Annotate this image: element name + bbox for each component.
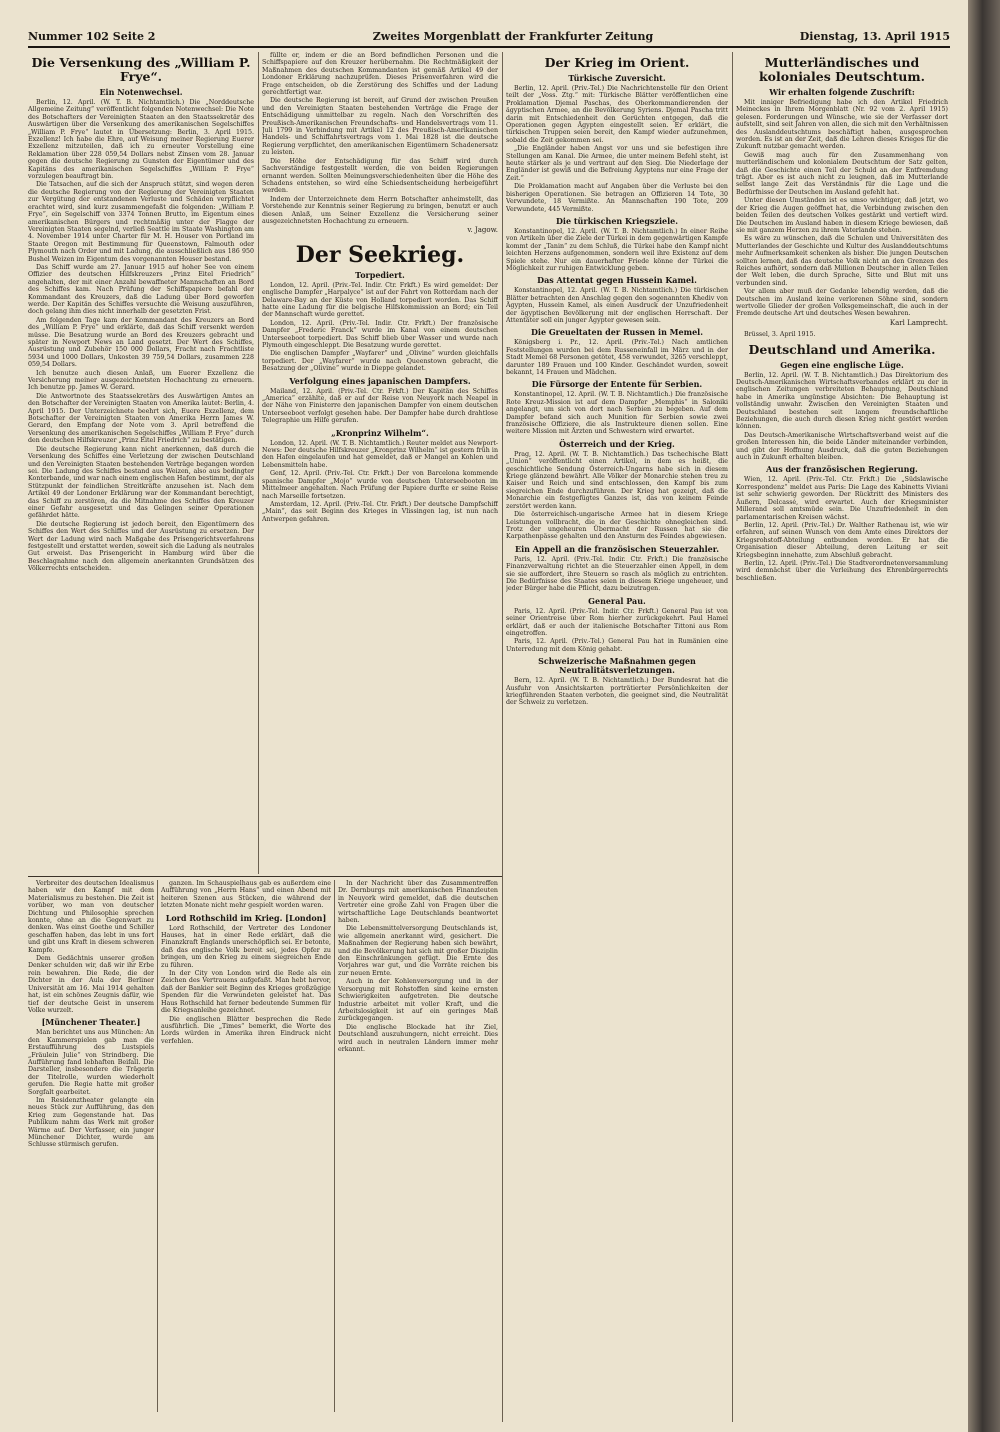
masthead-page-number: Nummer 102 Seite 2 [28, 30, 156, 43]
dateline: Brüssel, 3. April 1915. [744, 331, 816, 339]
paragraph: Mit inniger Befriedigung habe ich den Artikel Friedrich Meineckes in Ihrem Morgenblatt (Nr. 92 vom 2. April 1915) gelesen. Forderungen und Wünsche, wie sie der Verfasser dort aufstellt, sind seit Jahren von allen, die sich mit den Verhältnissen des Auslanddeutschtums beschäftigt haben, ausgesprochen worden. Es ist an der Zeit, daß die Lehren dieses Krieges für die Zukunft nutzbar gemacht werden. [736, 99, 948, 151]
paragraph: Vor allem aber muß der Gedanke lebendig werden, daß die Deutschen im Ausland keine verlorenen Söhne sind, sondern wertvolle Glieder der großen Volksgemeinschaft, die auch in der Fremde deutsche Art und deutsches Wesen bewahren. [736, 288, 948, 318]
paragraph: Prag, 12. April. (W. T. B. Nichtamtlich.) Das tschechische Blatt „Union“ veröffentlicht einen Artikel, in dem es heißt, die geschichtliche Sendung Österreich-Ungarns habe sich in diesem Kriege glänzend bewährt. Alle Völker der Monarchie stehen treu zu Kaiser und Reich und sind entschlossen, den Kampf bis zum siegreichen Ende durchzuführen. Der Krieg hat gezeigt, daß die Monarchie ein festgefügtes Ganzes ist, das von keinem Feinde zerstört werden kann. [506, 450, 728, 510]
paragraph: Die Antwortnote des Staatssekretärs des Auswärtigen Amtes an den Botschafter der Vereinigten Staaten von Amerika lautet: Berlin, 4. April 1915. Der Unterzeichnete beehrt sich, Euere Exzellenz, dem Botschafter der Vereinigten Staaten von Amerika Herrn James W. Gerard, den Empfang der Note vom 3. April betreffend die Versenkung des amerikanischen Segelschiffes „William P. Frye“ durch den deutschen Hilfskreuzer „Prinz Eitel Friedrich“ zu bestätigen. [28, 392, 254, 445]
article-headline-orient: Der Krieg im Orient. [544, 55, 690, 70]
paragraph: London, 12. April. (W. T. B. Nichtamtlich.) Reuter meldet aus Newport-News: Der deutsche Hilfskreuzer „Kronprinz Wilhelm“ ist gestern früh in den Hafen eingelaufen und hat gemeldet, daß er Mangel an Kohlen und Lebensmitteln habe. [262, 439, 498, 469]
paragraph: In der City von London wird die Rede als ein Zeichen des Vertrauens aufgefaßt. Man hebt hervor, daß der Bankier seit Beginn des Krieges großzügige Spenden für die Verwundeten geleistet hat. Das Haus Rothschild hat ferner bedeutende Summen für die Kriegsanleihe gezeichnet. [161, 970, 331, 1015]
paragraph: Die deutsche Regierung ist bereit, auf Grund der zwischen Preußen und den Vereinigten Staaten bestehenden Verträge die Frage der Entschädigung unmittelbar zu regeln. Nach den Vorschriften des Preußisch-Amerikanischen Freundschafts- und Handelsvertrags vom 11. Juli 1799 in Verbindung mit Artikel 12 des Preußisch-Amerikanischen Handels- und Schiffahrtsvertrags vom 1. Mai 1828 ist die deutsche Regierung verpflichtet, den amerikanischen Eigentümern Schadenersatz zu leisten. [262, 97, 498, 157]
paragraph: Konstantinopel, 12. April. (W. T. B. Nichtamtlich.) In einer Reihe von Artikeln über die Ziele der Türkei in dem gegenwärtigen Kampfe kommt der „Tanin“ zu dem Schluß, die Türkei habe den Kampf nicht leichten Herzens aufgenommen, sondern weil ihre Existenz auf dem Spiele stehe. Nur ein dauerhafter Friede könne der Türkei die Möglichkeit zur ruhigen Entwicklung geben. [506, 227, 728, 272]
column-rule [334, 880, 335, 1412]
column-rule [157, 880, 158, 1412]
paragraph: Ich benutze auch diesen Anlaß, um Euerer Exzellenz die Versicherung meiner ausgezeichnetsten Hochachtung zu erneuern. Ich benutze pp. James W. Gerard. [28, 369, 254, 392]
paragraph: Konstantinopel, 12. April. (W. T. B. Nichtamtlich.) Die französische Rote Kreuz-Mission ist auf dem Dampfer „Memphis“ in Saloniki angelangt, um sich von dort nach Serbien zu begeben. Auf dem Dampfer befand sich auch Munition für Serbien sowie zwei französische Offiziere, die als Instrukteure dienen sollen. Eine weitere Mission mit Ärzten und Schwestern wird erwartet. [506, 391, 728, 436]
column-rule [732, 52, 733, 1422]
feuilleton-column-3 [338, 880, 498, 1412]
paragraph: Dem Gedächtnis unserer großen Denker schulden wir, daß wir ihr Erbe rein bewahren. Die Rede, die der Dichter in der Aula der Berliner Universität am 16. Mai 1914 gehalten hat, ist ein schönes Zeugnis dafür, wie tief der deutsche Geist in unserem Volke wurzelt. [28, 955, 154, 1014]
paragraph: Wien, 12. April. (Priv.-Tel. Ctr. Frkft.) Die „Südslawische Korrespondenz“ meldet aus Paris: Die Lage des Kabinetts Viviani ist sehr schwierig geworden. Der Rücktritt des Ministers des Äußern, Delcassé, wird erwartet. Auch der Kriegsminister Millerand soll amtsmüde sein. Die Unzufriedenheit in den parlamentarischen Kreisen wächst. [736, 476, 948, 521]
signature-jagow: v. Jagow. [467, 226, 498, 235]
paragraph: Lord Rothschild, der Vertreter des Londoner Hauses, hat in einer Rede erklärt, daß die Finanzkraft Englands unerschöpflich sei. Er betonte, daß das englische Volk bereit sei, jedes Opfer zu bringen, um den Krieg zu einem siegreichen Ende zu führen. [161, 924, 331, 969]
feuilleton-rule [28, 876, 502, 877]
paragraph: Berlin, 12. April. (Priv.-Tel.) Dr. Walther Rathenau ist, wie wir erfahren, auf seinen Wunsch von dem Amte eines Direktors der Kriegsrohstoff-Abteilung entbunden worden. Er hat die Organisation dieser Abteilung, deren Leitung er seit Kriegsbeginn innehatte, zum Abschluß gebracht. [736, 521, 948, 559]
masthead [28, 30, 950, 48]
column-rule [502, 52, 503, 1422]
paragraph: Berlin, 12. April. (Priv.-Tel.) Die Stadtverordnetenversammlung wird demnächst über die Verleihung des Ehrenbürgerrechts beschließen. [736, 559, 948, 582]
subhead-serbien: Die Fürsorge der Entente für Serbien. [531, 379, 703, 390]
paragraph: Verbreiter des deutschen Idealismus haben wir den Kampf mit dem Materialismus zu bestehen. Die Zeit ist vorüber, wo man von deutscher Dichtung und Philosophie sprechen konnte, ohne an die Gegenwart zu denken. Was einst Goethe und Schiller geschaffen haben, das lebt in uns fort und gibt uns Kraft in diesem schweren Kampfe. [28, 880, 154, 954]
paragraph: Im Residenztheater gelangte ein neues Stück zur Aufführung, das den Krieg zum Gegenstande hat. Das Publikum nahm das Werk mit großer Wärme auf. Der Verfasser, ein junger Münchener Dichter, wurde am Schlusse stürmisch gerufen. [28, 1096, 154, 1149]
article-subhead-notenwechsel: Ein Notenwechsel. [99, 87, 183, 97]
paragraph: London, 12. April. (Priv.-Tel. Indir. Ctr. Frkft.) Der französische Dampfer „Frederic Franck“ wurde im Kanal von einem deutschen Unterseeboot torpediert. Das Schiff blieb über Wasser und wurde nach Plymouth eingeschleppt. Die Besatzung wurde gerettet. [262, 319, 498, 349]
feuilleton-column-2 [161, 880, 331, 1412]
paragraph: füllte er, indem er die an Bord befindlichen Personen und die Schiffspapiere auf den Kreuzer herübernahm. Die Rechtmäßigkeit der Maßnahmen des deutschen Kommandanten ist gemäß Artikel 49 der Londoner Erklärung nachzuprüfen. Dieses Prisenverfahren wird die Frage entscheiden, ob die Zerstörung des Schiffes und der Ladung gerechtfertigt war. [262, 52, 498, 97]
paragraph: Die österreichisch-ungarische Armee hat in diesem Kriege Leistungen vollbracht, die in der Geschichte ohnegleichen sind. Trotz der ungeheuren Übermacht der Russen hat sie die Karpathenpässe gehalten und den Ansturm des Feindes abgewiesen. [506, 511, 728, 541]
paragraph: Bern, 12. April. (W. T. B. Nichtamtlich.) Der Bundesrat hat die Ausfuhr von Ansichtskarten porträtierter Persönlichkeiten der kriegführenden Staaten verboten, die geeignet sind, die Neutralität der Schweiz zu verletzen. [506, 677, 728, 707]
book-spine [968, 0, 1000, 1432]
article-headline-frye: Die Versenkung des „William P. Frye“. [31, 55, 251, 84]
paragraph: Die deutsche Regierung kann nicht anerkennen, daß durch die Versenkung des Schiffes eine Verletzung der zwischen Deutschland und den Vereinigten Staaten bestehenden Verträge begangen worden sei. Die Ladung des Schiffes bestand aus Weizen, also aus bedingter Konterbande, und war nach einem englischen Hafen bestimmt, der als Stützpunkt der feindlichen Streitkräfte anzusehen ist. Nach dem Artikel 49 der Londoner Erklärung war der Kommandant berechtigt, das Schiff zu zerstören, da die Mitnahme des Schiffes den Kreuzer einer Gefahr ausgesetzt und das Gelingen seiner Operationen gefährdet hätte. [28, 445, 254, 520]
subhead-steuerzahler: Ein Appell an die französischen Steuerzahler. [515, 543, 719, 554]
subhead-kriegsziele: Die türkischen Kriegsziele. [555, 215, 679, 226]
paragraph: Paris, 12. April. (Priv.-Tel. Indir. Ctr. Frkft.) Die französische Finanzverwaltung richtet an die Steuerzahler einen Appell, in dem sie sie auffordert, ihre Steuern so rasch als möglich zu entrichten. Die Bedürfnisse des Staates seien in diesem Kriege ungeheuer, und jeder Bürger habe die Pflicht, dazu beizutragen. [506, 555, 728, 593]
article-headline-amerika: Deutschland und Amerika. [748, 341, 936, 357]
article-headline-deutschtum: Mutterländisches und koloniales Deutschtum. [759, 55, 925, 84]
paragraph: Die Proklamation macht auf Angaben über die Verluste bei den bisherigen Operationen. Sie betragen an Offizieren 14 Tote, 30 Verwundete, 18 Vermißte. An Mannschaften 190 Tote, 209 Verwundete, 445 Vermißte. [506, 183, 728, 213]
paragraph: Berlin, 12. April. (Priv.-Tel.) Die Nachrichtenstelle für den Orient teilt der „Voss. Ztg.“ mit: Türkische Blätter veröffentlichen eine Proklamation Djemal Paschas, des Oberkommandierenden der ägyptischen Armee, an die Bevölkerung Syriens. Djemal Pascha tritt darin mit Entschiedenheit den Gerüchten entgegen, daß die Operationen gegen Ägypten eingestellt seien. Er erklärt, die türkischen Truppen seien bereit, den Kampf wieder aufzunehmen, sobald die Zeit gekommen sei. [506, 85, 728, 144]
paragraph: Konstantinopel, 12. April. (W. T. B. Nichtamtlich.) Die türkischen Blätter betrachten den Anschlag gegen den sogenannten Khediv von Ägypten, Hussein Kamel, als einen Ausdruck der Unzufriedenheit der ägyptischen Bevölkerung mit der englischen Herrschaft. Der Attentäter soll ein junger Ägypter gewesen sein. [506, 287, 728, 324]
column-1 [28, 52, 254, 874]
subhead-englische-luege: Gegen eine englische Lüge. [780, 359, 904, 370]
paragraph: Das Deutsch-Amerikanische Wirtschaftsverband weist auf die großen Interessen hin, die beide Länder miteinander verbinden, und gibt der Hoffnung Ausdruck, daß die guten Beziehungen auch in Zukunft erhalten bleiben. [736, 431, 948, 462]
feuilleton-column-1 [28, 880, 154, 1412]
subhead-kronprinz-wilhelm: „Kronprinz Wilhelm“. [331, 427, 429, 438]
subhead-general-pau: General Pau. [588, 595, 646, 606]
masthead-title: Zweites Morgenblatt der Frankfurter Zeitung [372, 30, 654, 43]
paragraph: Indem der Unterzeichnete dem Herrn Botschafter anheimstellt, das Vorstehende zur Kenntnis seiner Regierung zu bringen, benutzt er auch diesen Anlaß, um Seiner Exzellenz die Versicherung seiner ausgezeichnetsten Hochachtung zu erneuern. [262, 195, 498, 225]
paragraph: Die englische Blockade hat ihr Ziel, Deutschland auszuhungern, nicht erreicht. Dies wird auch in neutralen Ländern immer mehr erkannt. [338, 1023, 498, 1053]
paragraph: Die englischen Dampfer „Wayfarer“ und „Olivine“ wurden gleichfalls torpediert. Der „Wayfarer“ wurde nach Queenstown gebracht, die Besatzung der „Olivine“ wurde in Dieppe gelandet. [262, 350, 498, 373]
paragraph: Man berichtet uns aus München: An den Kammerspielen gab man die Erstaufführung des Lustspiels „Fräulein Julie“ von Strindberg. Die Aufführung fand lebhaften Beifall. Die Darsteller, insbesondere die Trägerin der Titelrolle, wurden wiederholt gerufen. Die Regie hatte mit großer Sorgfalt gearbeitet. [28, 1029, 154, 1096]
signature-lamprecht: Karl Lamprecht. [889, 318, 948, 327]
paragraph: Genf, 12. April. (Priv.-Tel. Ctr. Frkft.) Der von Barcelona kommende spanische Dampfer „Mojo“ wurde von deutschen Unterseebooten im Mittelmeer angehalten. Nach Prüfung der Papiere durfte er seine Reise nach Marseille fortsetzen. [262, 470, 498, 500]
paragraph: Amsterdam, 12. April. (Priv.-Tel. Ctr. Frkft.) Der deutsche Dampfschiff „Main“, das seit Beginn des Krieges in Vlissingen lag, ist nun nach Antwerpen gefahren. [262, 500, 498, 523]
paragraph: Es wäre zu wünschen, daß die Schulen und Universitäten des Mutterlandes der Geschichte und Kultur des Auslanddeutschtums mehr Aufmerksamkeit schenken als bisher. Die jungen Deutschen sollten lernen, daß das deutsche Volk nicht an den Grenzen des Reiches aufhört, sondern daß Millionen Deutscher in allen Teilen der Welt leben, die durch Sprache, Sitte und Blut mit uns verbunden sind. [736, 235, 948, 287]
column-3 [506, 52, 728, 1422]
paragraph: Die englischen Blätter besprechen die Rede ausführlich. Die „Times“ bemerkt, die Worte des Lords würden in Amerika ihren Eindruck nicht verfehlen. [161, 1015, 331, 1045]
column-2 [262, 52, 498, 874]
subhead-memel: Die Greueltaten der Russen in Memel. [530, 327, 703, 338]
paragraph: Mailand, 12. April. (Priv.-Tel. Ctr. Frkft.) Der Kapitän des Schiffes „America“ erzählte, daß er auf der Reise von Neuyork nach Neapel in der Nähe von Finisterre den japanischen Dampfer von einem deutschen Unterseeboot verfolgt gesehen habe. Der Dampfer habe durch drahtlose Telegraphie um Hilfe gerufen. [262, 387, 498, 425]
subhead-rothschild: Lord Rothschild im Krieg. [London] [165, 912, 327, 923]
subhead-schweiz: Schweizerische Maßnahmen gegen Neutralitätsverletzungen. [538, 656, 696, 676]
subhead-franz-regierung: Aus der französischen Regierung. [766, 464, 918, 475]
subhead-oesterreich: Österreich und der Krieg. [559, 438, 675, 449]
paragraph: Die Lebensmittelversorgung Deutschlands ist, wie allgemein anerkannt wird, gesichert. Die Maßnahmen der Regierung haben sich bewährt, und die Bevölkerung hat sich mit großer Disziplin den Einschränkungen gefügt. Die Ernte des Vorjahres war gut, und die Vorräte reichen bis zur neuen Ernte. [338, 925, 498, 977]
paragraph: Die Höhe der Entschädigung für das Schiff wird durch Sachverständige festgestellt werden, die von beiden Regierungen ernannt werden. Sollten Meinungsverschiedenheiten über die Höhe des Schadens entstehen, so wird eine Schiedsentscheidung herbeigeführt werden. [262, 157, 498, 195]
paragraph: Paris, 12. April. (Priv.-Tel. Indir. Ctr. Frkft.) General Pau ist von seiner Orientreise über Rom hierher zurückgekehrt. Paul Hamel erklärt, daß er auch der italienische Botschafter Tittoni aus Rom eingetroffen. [506, 607, 728, 637]
masthead-date: Dienstag, 13. April 1915 [799, 30, 950, 43]
subhead-japanischer-dampfer: Verfolgung eines japanischen Dampfers. [289, 375, 471, 386]
subhead-tuerkische-zuversicht: Türkische Zuversicht. [568, 73, 666, 83]
paragraph: Berlin, 12. April. (W. T. B. Nichtamtlich.) Das Direktorium des Deutsch-Amerikanischen Wirtschaftsverbandes erklärt zu der in englischen Zeitungen verbreiteten Behauptung, Deutschland habe in Amerika ungünstige Absichten: Die Behauptung ist vollständig unwahr. Zwischen den Vereinigten Staaten und Deutschland bestehen seit langem freundschaftliche Beziehungen, die auch durch diesen Krieg nicht gestört werden können. [736, 371, 948, 431]
paragraph: Am folgenden Tage kam der Kommandant des Kreuzers an Bord des „William P. Frye“ und erklärte, daß das Schiff versenkt werden müsse. Die Besatzung wurde an Bord des Kreuzers gebracht und später in Newport News an Land gesetzt. Der Wert des Schiffes, Ausrüstung und Zubehör 150 000 Dollars, Fracht nach Frachtliste 5934 und 1000 Dollars, Unkosten 39 759,54 Dollars, zusammen 228 059,54 Dollars. [28, 316, 254, 369]
paragraph: Auch in der Kohlenversorgung und in der Versorgung mit Rohstoffen sind keine ernsten Schwierigkeiten aufgetreten. Die deutsche Industrie arbeitet mit voller Kraft, und die Arbeitslosigkeit ist auf ein geringes Maß zurückgegangen. [338, 978, 498, 1023]
subhead-attentat: Das Attentat gegen Hussein Kamel. [537, 275, 697, 286]
paragraph: ganzen. Im Schauspielhaus gab es außerdem eine Aufführung von „Herrn Hans“ und einen Abend mit heiteren Szenen aus Stücken, die während der letzten Monate nicht mehr gespielt worden waren. [161, 880, 331, 910]
paragraph: London, 12. April. (Priv.-Tel. Indir. Ctr. Frkft.) Es wird gemeldet: Der englische Dampfer „Harpalyce“ ist auf der Fahrt von Rotterdam nach der Delaware-Bay an der Küste von Holland torpediert worden. Das Schiff hatte eine Ladung für die belgische Hilfskommission an Bord; ein Teil der Mannschaft wurde gerettet. [262, 281, 498, 319]
column-rule [258, 52, 259, 874]
paragraph: Königsberg i. Pr., 12. April. (Priv.-Tel.) Nach amtlichen Feststellungen wurden bei dem Russeneinfall im März und in der Stadt Memel 68 Personen getötet, 458 verwundet, 3265 verschleppt, darunter 189 Frauen und 100 Kinder. Geschändet wurden, soweit bekannt, 14 Frauen und Mädchen. [506, 339, 728, 376]
paragraph: Das Schiff wurde am 27. Januar 1915 auf hoher See von einem Offizier des deutschen Hilfskreuzers „Prinz Eitel Friedrich“ angehalten, der mit einer Anzahl bewaffneter Mannschaften an Bord des Schiffes kam. Nach Prüfung der Schiffspapiere befahl der Kommandant des Kreuzers, daß die Ladung über Bord geworfen werde. Der Kapitän des Schiffes versuchte die Weisung auszuführen, doch gelang ihm dies nicht innerhalb der gesetzten Frist. [28, 263, 254, 316]
paragraph: Die deutsche Regierung ist jedoch bereit, den Eigentümern des Schiffes den Wert des Schiffes und der Ausrüstung zu ersetzen. Der Wert der Ladung wird nach Maßgabe des Prisengerichtsverfahrens festgestellt und erstattet werden, soweit sich die Ladung als neutrales Gut erweist. Das Prisengericht in Hamburg wird über die Beschlagnahme nach den allgemein anerkannten Grundsätzen des Völkerrechts entscheiden. [28, 520, 254, 573]
paragraph: Paris, 12. April. (Priv.-Tel.) General Pau hat in Rumänien eine Unterredung mit dem König gehabt. [506, 638, 728, 653]
paragraph: In der Nachricht über das Zusammentreffen Dr. Dernburgs mit amerikanischen Finanzleuten in Neuyork wird gemeldet, daß die deutschen Vertreter eine große Zahl von Fragen über die wirtschaftliche Lage Deutschlands beantwortet haben. [338, 880, 498, 925]
paragraph: Berlin, 12. April. (W. T. B. Nichtamtlich.) Die „Norddeutsche Allgemeine Zeitung“ veröffentlicht folgenden Notenwechsel: Die Note des Botschafters der Vereinigten Staaten an den Staatssekretär des Auswärtigen über die Versenkung des amerikanischen Segelschiffes „William P. Frye“ lautet in Übersetzung: Berlin, 3. April 1915. Exzellenz! Ich habe die Ehre, auf Weisung meiner Regierung Euerer Exzellenz mitzuteilen, daß ich zu erneuter Vorstellung eine Reklamation über 228 059,54 Dollars nebst Zinsen vom 28. Januar gegen die deutsche Regierung zu Gunsten der Eigentümer und des Kapitäns des amerikanischen Segelschiffes „William P. Frye“ vorzulegen beauftragt bin. [28, 99, 254, 181]
subhead-torpediert: Torpediert. [355, 269, 405, 280]
article-headline-seekrieg: Der Seekrieg. [295, 241, 465, 268]
paragraph: Die Tatsachen, auf die sich der Anspruch stützt, sind wegen deren die deutsche Regierung von der Regierung der Vereinigten Staaten zur Vergütung der entstandenen Verluste und Schäden verpflichtet erachtet wird, sind kurz zusammengefaßt die folgenden: „William P. Frye“, ein Segelschiff von 3374 Tonnen Brutto, im Eigentum eines amerikanischen Bürgers und rechtmäßig unter der Flagge der Vereinigten Staaten segelnd, verließ Seattle im Staate Washington am 4. November 1914 unter Charter für M. H. Houser von Portland im Staate Oregon mit Bestimmung für Queenstown, Falmouth oder Plymouth nach Order und mit Ladung, die ausschließlich aus 186 950 Bushel Weizen im Eigentum des vorgenannten Houser bestand. [28, 181, 254, 263]
column-4 [736, 52, 948, 1422]
paragraph: Gewiß mag auch für den Zusammenhang von mutterländischem und kolonialem Deutschtum der Satz gelten, daß die Geschichte einen Teil der Schuld an der Entfremdung trägt. Aber es ist auch nicht zu leugnen, daß im Mutterlande selbst lange Zeit das Verständnis für die Lage und die Bedürfnisse der Deutschen im Ausland gefehlt hat. [736, 151, 948, 196]
subhead-muenchener-theater: [Münchener Theater.] [41, 1017, 141, 1028]
paragraph: Unter diesen Umständen ist es umso wichtiger, daß jetzt, wo der Krieg die Augen geöffnet hat, die Verbindung zwischen den beiden Teilen des deutschen Volkes gestärkt und vertieft wird. Die Deutschen im Ausland haben in diesem Kriege bewiesen, daß sie mit ganzem Herzen zu ihrem Vaterlande stehen. [736, 197, 948, 234]
intro-zuschrift: Wir erhalten folgende Zuschrift: [769, 87, 915, 97]
paragraph: „Die Engländer haben Angst vor uns und sie befestigen ihre Stellungen am Kanal. Die Armee, die unter meinem Befehl steht, ist heute stärker als je und vertraut auf den Sieg. Die Niederlage der Engländer ist gewiß und die Befreiung Ägyptens nur eine Frage der Zeit.“ [506, 145, 728, 182]
